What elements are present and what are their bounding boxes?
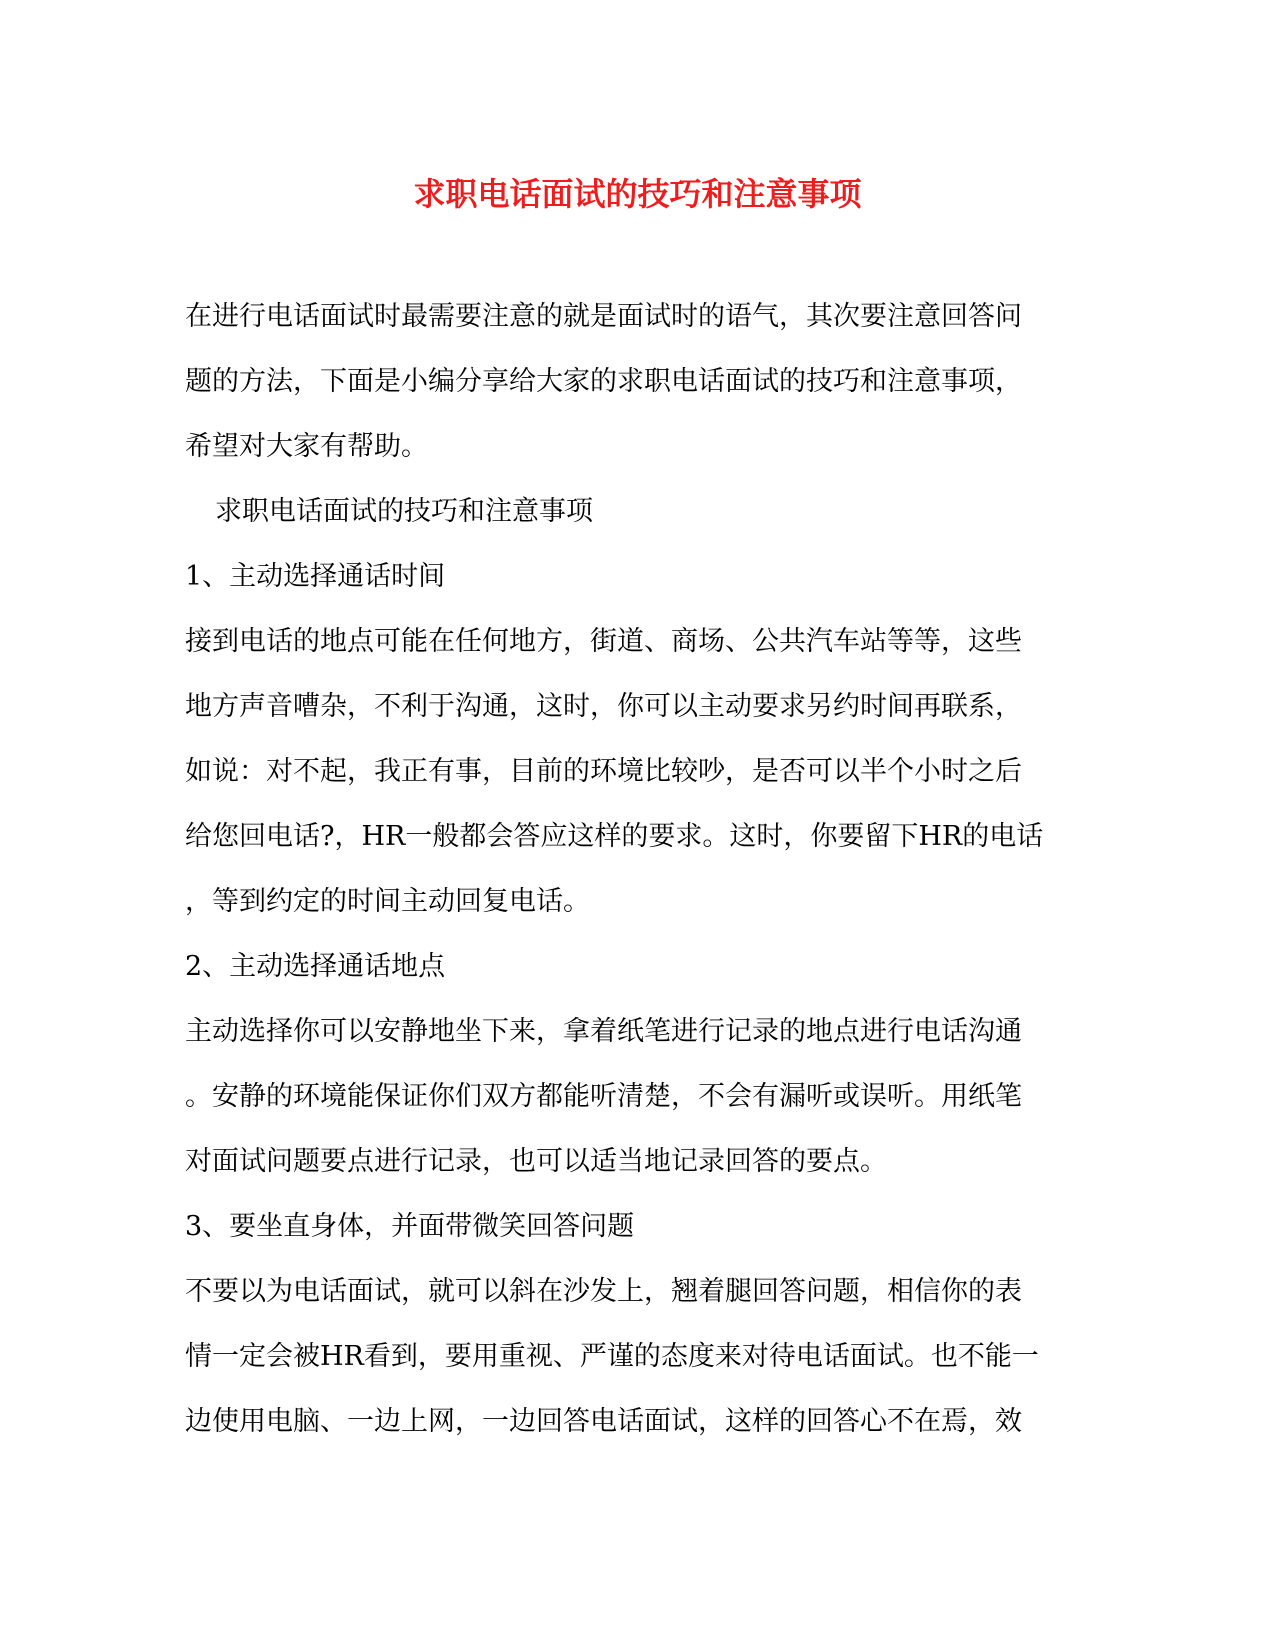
paragraph-line: 。安静的环境能保证你们双方都能听清楚，不会有漏听或误听。用纸笔 bbox=[185, 1081, 1022, 1112]
paragraph-line: ，等到约定的时间主动回复电话。 bbox=[185, 886, 590, 917]
list-heading: 3、要坐直身体，并面带微笑回答问题 bbox=[185, 1211, 635, 1242]
paragraph-line: 给您回电话?，HR一般都会答应这样的要求。这时，你要留下HR的电话 bbox=[185, 821, 1044, 852]
paragraph-line: 接到电话的地点可能在任何地方，街道、商场、公共汽车站等等，这些 bbox=[185, 626, 1022, 657]
document-body bbox=[185, 284, 1090, 1454]
paragraph-line: 主动选择你可以安静地坐下来，拿着纸笔进行记录的地点进行电话沟通 bbox=[185, 1016, 1022, 1047]
document-title: 求职电话面试的技巧和注意事项 bbox=[413, 175, 862, 213]
paragraph-line: 在进行电话面试时最需要注意的就是面试时的语气，其次要注意回答问 bbox=[185, 301, 1022, 332]
paragraph-line: 对面试问题要点进行记录，也可以适当地记录回答的要点。 bbox=[185, 1146, 887, 1177]
paragraph-line: 地方声音嘈杂，不利于沟通，这时，你可以主动要求另约时间再联系， bbox=[185, 691, 1022, 722]
paragraph-line: 希望对大家有帮助。 bbox=[185, 431, 428, 462]
section-heading: 求职电话面试的技巧和注意事项 bbox=[215, 496, 593, 527]
paragraph-line: 如说：对不起，我正有事，目前的环境比较吵，是否可以半个小时之后 bbox=[185, 756, 1022, 787]
list-heading: 1、主动选择通话时间 bbox=[185, 561, 446, 592]
paragraph-line: 边使用电脑、一边上网，一边回答电话面试，这样的回答心不在焉，效 bbox=[185, 1406, 1022, 1437]
paragraph-line: 不要以为电话面试，就可以斜在沙发上，翘着腿回答问题，相信你的表 bbox=[185, 1276, 1022, 1307]
paragraph-line: 题的方法，下面是小编分享给大家的求职电话面试的技巧和注意事项， bbox=[185, 366, 1022, 397]
paragraph-line: 情一定会被HR看到，要用重视、严谨的态度来对待电话面试。也不能一 bbox=[185, 1341, 1039, 1372]
list-heading: 2、主动选择通话地点 bbox=[185, 951, 446, 982]
